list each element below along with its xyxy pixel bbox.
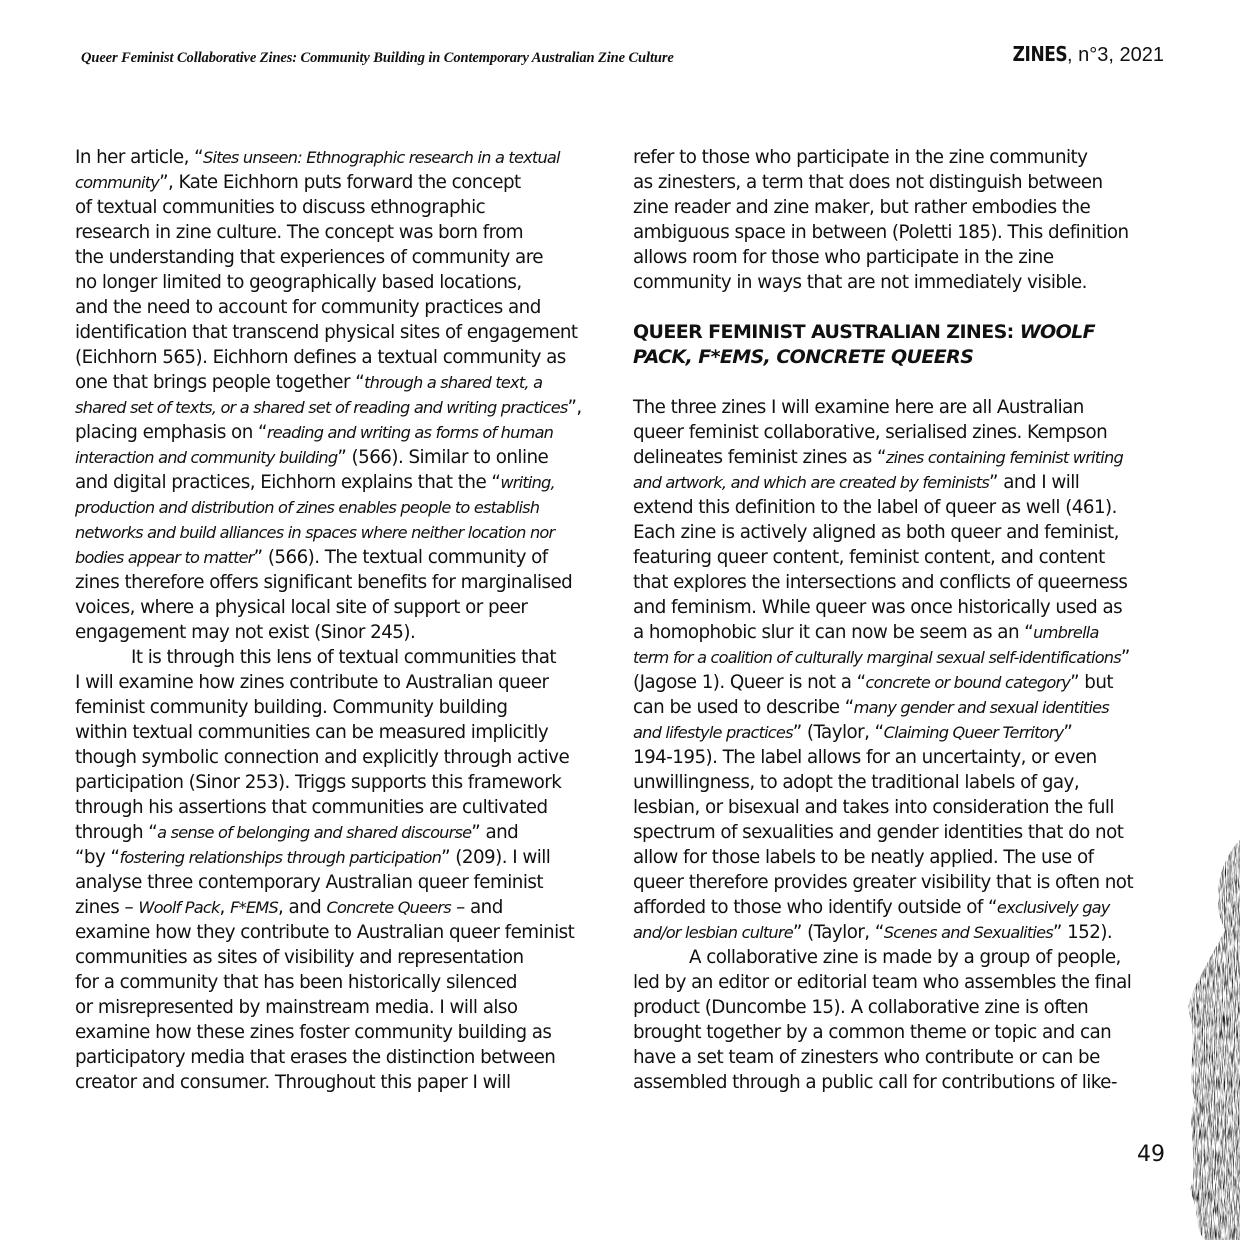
body-text: and feminism. While queer was once historically used as <box>633 597 1123 618</box>
text-line <box>633 620 1173 645</box>
quoted-italic-text: community <box>75 173 160 192</box>
quoted-italic-text: production and distribution of zines enables people to establish <box>75 498 540 517</box>
heading-text: QUEER FEMINIST AUSTRALIAN ZINES: <box>633 321 1020 343</box>
text-line <box>75 995 615 1020</box>
body-text: (Jagose 1). Queer is not a “ <box>633 672 866 693</box>
body-text: (Eichhorn 565). Eichhorn defines a textual community as <box>75 347 566 368</box>
body-text: ” (566). The textual community of <box>253 547 548 568</box>
body-text: ” <box>1063 722 1073 743</box>
quoted-italic-text: concrete or bound category <box>865 673 1071 692</box>
text-line <box>75 145 615 170</box>
body-text: research in zine culture. The concept was born from <box>75 222 524 243</box>
body-text: delineates feminist zines as “ <box>633 447 886 468</box>
body-text: ” <box>1120 647 1130 668</box>
body-text: zines therefore offers significant benefits for marginalised <box>75 572 573 593</box>
text-line <box>75 870 615 895</box>
section-heading <box>633 320 1173 370</box>
text-line <box>633 945 1173 970</box>
body-text: unwillingness, to adopt the traditional labels of gay, <box>633 772 1080 793</box>
body-text: participatory media that erases the distinction between <box>75 1047 556 1068</box>
text-line <box>633 245 1173 270</box>
body-text: the understanding that experiences of community are <box>75 247 543 268</box>
text-line <box>633 770 1173 795</box>
text-line <box>633 720 1173 745</box>
body-text: The three zines I will examine here are all Australian <box>633 397 1084 418</box>
quoted-italic-text: and lifestyle practices <box>633 723 793 742</box>
body-text: “by “ <box>75 847 120 868</box>
body-text: one that brings people together “ <box>75 372 365 393</box>
quoted-italic-text: and/or lesbian culture <box>633 923 793 942</box>
text-line <box>75 595 615 620</box>
body-text: brought together by a common theme or topic and can <box>633 1022 1112 1043</box>
text-line <box>75 1020 615 1045</box>
left-column <box>75 145 615 1095</box>
text-line <box>633 1070 1173 1095</box>
quoted-italic-text: many gender and sexual identities <box>853 698 1109 717</box>
body-text: can be used to describe “ <box>633 697 854 718</box>
quoted-italic-text: through a shared text, a <box>364 373 543 392</box>
body-text: and digital practices, Eichhorn explains that the “ <box>75 472 501 493</box>
text-line <box>75 720 615 745</box>
quoted-italic-text: bodies appear to matter <box>75 548 254 567</box>
body-text: , <box>219 897 231 918</box>
text-line <box>633 1045 1173 1070</box>
body-text: lesbian, or bisexual and takes into consideration the full <box>633 797 1114 818</box>
text-line <box>75 420 615 445</box>
text-line <box>75 470 615 495</box>
text-line <box>75 570 615 595</box>
text-line <box>75 795 615 820</box>
body-text: ” but <box>1070 672 1114 693</box>
body-text: assembled through a public call for contributions of like- <box>633 1072 1117 1093</box>
body-text: led by an editor or editorial team who assembles the final <box>633 972 1132 993</box>
body-text: 194-195). The label allows for an uncertainty, or even <box>633 747 1097 768</box>
text-line <box>75 895 615 920</box>
body-text: ambiguous space in between (Poletti 185). This definition <box>633 222 1129 243</box>
body-text: extend this definition to the label of queer as well (461). <box>633 497 1117 518</box>
body-text: It is through this lens of textual communities that <box>131 647 557 668</box>
body-text: through his assertions that communities are cultivated <box>75 797 548 818</box>
text-line <box>75 345 615 370</box>
text-line <box>75 320 615 345</box>
body-text: no longer limited to geographically based locations, <box>75 272 522 293</box>
body-text: creator and consumer. Throughout this paper I will <box>75 1072 511 1093</box>
body-text: of textual communities to discuss ethnographic <box>75 197 486 218</box>
journal-issue: , n°3, 2021 <box>1067 44 1164 66</box>
text-line <box>633 920 1173 945</box>
body-text: product (Duncombe 15). A collaborative zine is often <box>633 997 1089 1018</box>
body-text: as zinesters, a term that does not distinguish between <box>633 172 1103 193</box>
body-text: though symbolic connection and explicitly through active <box>75 747 570 768</box>
body-text: A collaborative zine is made by a group of people, <box>689 947 1121 968</box>
text-line <box>75 1070 615 1095</box>
text-line <box>633 395 1173 420</box>
heading-italic-text: WOOLF <box>1019 321 1096 343</box>
body-text: through “ <box>75 822 158 843</box>
quoted-italic-text: F*EMS <box>230 898 278 917</box>
ink-brush-texture <box>1180 840 1240 1240</box>
body-text: ” 152). <box>1052 922 1113 943</box>
body-text: for a community that has been historically silenced <box>75 972 517 993</box>
quoted-italic-text: Sites unseen: Ethnographic research in a textual <box>203 148 560 167</box>
body-text: engagement may not exist (Sinor 245). <box>75 622 416 643</box>
body-text: ” and I will <box>989 472 1080 493</box>
body-text: queer feminist collaborative, serialised zines. Kempson <box>633 422 1108 443</box>
text-line <box>633 1020 1173 1045</box>
text-line <box>633 270 1173 295</box>
body-text: within textual communities can be measured implicitly <box>75 722 549 743</box>
text-line <box>75 245 615 270</box>
text-line <box>633 495 1173 520</box>
text-line <box>75 1045 615 1070</box>
text-line <box>633 670 1173 695</box>
quoted-italic-text: reading and writing as forms of human <box>266 423 554 442</box>
body-text: community in ways that are not immediately visible. <box>633 272 1087 293</box>
text-line <box>75 295 615 320</box>
body-text: In her article, “ <box>75 147 204 168</box>
text-line <box>75 645 615 670</box>
body-text: voices, where a physical local site of support or peer <box>75 597 528 618</box>
body-text: zines – <box>75 897 139 918</box>
text-line <box>75 845 615 870</box>
heading-italic-text: PACK, F*EMS, CONCRETE QUEERS <box>633 346 974 368</box>
quoted-italic-text: umbrella <box>1033 623 1099 642</box>
text-line <box>633 470 1173 495</box>
text-line <box>633 795 1173 820</box>
body-text: ” and <box>471 822 519 843</box>
text-line <box>75 820 615 845</box>
text-line <box>633 420 1173 445</box>
body-text: queer therefore provides greater visibility that is often not <box>633 872 1134 893</box>
quoted-italic-text: fostering relationships through participation <box>119 848 442 867</box>
text-line <box>75 695 615 720</box>
quoted-italic-text: exclusively gay <box>996 898 1110 917</box>
text-line <box>633 595 1173 620</box>
quoted-italic-text: and artwork, and which are created by feminists <box>633 473 990 492</box>
text-line <box>633 970 1173 995</box>
text-line <box>75 170 615 195</box>
body-text: ”, <box>567 397 582 418</box>
journal-label <box>1003 42 1164 67</box>
body-text: a homophobic slur it can now be seem as an “ <box>633 622 1034 643</box>
text-line <box>633 220 1173 245</box>
body-text: – and <box>450 897 503 918</box>
text-line <box>633 545 1173 570</box>
intro-paragraph <box>633 145 1173 295</box>
text-line <box>633 170 1173 195</box>
quoted-italic-text: networks and build alliances in spaces where neither location nor <box>75 523 555 542</box>
quoted-italic-text: Woolf Pack <box>138 898 220 917</box>
body-text: and the need to account for community practices and <box>75 297 541 318</box>
text-line <box>633 195 1173 220</box>
journal-brand: ZINES <box>1012 42 1068 66</box>
text-line <box>75 670 615 695</box>
body-text: ” (566). Similar to online <box>337 447 549 468</box>
text-line <box>633 645 1173 670</box>
body-text: examine how they contribute to Australian queer feminist <box>75 922 575 943</box>
body-text: I will examine how zines contribute to Australian queer <box>75 672 549 693</box>
body-paragraphs <box>633 395 1173 1095</box>
text-line <box>75 620 615 645</box>
quoted-italic-text: writing, <box>500 473 555 492</box>
body-text: , and <box>277 897 327 918</box>
body-text: featuring queer content, feminist content, and content <box>633 547 1105 568</box>
quoted-italic-text: a sense of belonging and shared discourse <box>157 823 472 842</box>
quoted-italic-text: term for a coalition of culturally marginal sexual self-identifications <box>633 648 1121 667</box>
body-text: placing emphasis on “ <box>75 422 267 443</box>
quoted-italic-text: Claiming Queer Territory <box>883 723 1064 742</box>
body-text: analyse three contemporary Australian queer feminist <box>75 872 543 893</box>
text-line <box>633 145 1173 170</box>
text-line <box>633 745 1173 770</box>
text-line <box>75 770 615 795</box>
body-text: spectrum of sexualities and gender identities that do not <box>633 822 1124 843</box>
right-column <box>633 145 1173 1095</box>
running-title: Queer Feminist Collaborative Zines: Community Building in Contemporary Australian Zine Culture <box>81 50 674 66</box>
body-text: ”, Kate Eichhorn puts forward the concept <box>159 172 521 193</box>
page-number: 49 <box>1137 1142 1165 1167</box>
text-line <box>633 995 1173 1020</box>
body-text: refer to those who participate in the zine community <box>633 147 1088 168</box>
text-line <box>75 370 615 395</box>
text-line <box>75 220 615 245</box>
text-line <box>633 845 1173 870</box>
text-line <box>633 570 1173 595</box>
body-text: allow for those labels to be neatly applied. The use of <box>633 847 1094 868</box>
text-line <box>633 520 1173 545</box>
text-line <box>75 745 615 770</box>
text-line <box>633 445 1173 470</box>
text-line <box>75 395 615 420</box>
body-text: ” (Taylor, “ <box>792 922 884 943</box>
text-line <box>75 920 615 945</box>
text-line <box>633 820 1173 845</box>
body-text: afforded to those who identify outside of “ <box>633 897 997 918</box>
body-text: Each zine is actively aligned as both queer and feminist, <box>633 522 1119 543</box>
body-text: ” (209). I will <box>441 847 551 868</box>
text-line <box>633 870 1173 895</box>
quoted-italic-text: interaction and community building <box>75 448 338 467</box>
text-line <box>75 970 615 995</box>
body-text: ” (Taylor, “ <box>792 722 884 743</box>
body-text: or misrepresented by mainstream media. I will also <box>75 997 518 1018</box>
text-line <box>633 695 1173 720</box>
text-line <box>75 945 615 970</box>
body-text: that explores the intersections and conflicts of queerness <box>633 572 1128 593</box>
body-text: communities as sites of visibility and representation <box>75 947 524 968</box>
body-text: allows room for those who participate in the zine <box>633 247 1054 268</box>
body-text: feminist community building. Community building <box>75 697 508 718</box>
text-line <box>75 445 615 470</box>
quoted-italic-text: shared set of texts, or a shared set of reading and writing practices <box>75 398 568 417</box>
quoted-italic-text: Concrete Queers <box>326 898 451 917</box>
quoted-italic-text: zines containing feminist writing <box>885 448 1123 467</box>
body-text: participation (Sinor 253). Triggs supports this framework <box>75 772 562 793</box>
body-text: zine reader and zine maker, but rather embodies the <box>633 197 1091 218</box>
body-text: identification that transcend physical sites of engagement <box>75 322 578 343</box>
quoted-italic-text: Scenes and Sexualities <box>883 923 1053 942</box>
text-line <box>75 520 615 545</box>
text-line <box>75 495 615 520</box>
body-text: have a set team of zinesters who contribute or can be <box>633 1047 1100 1068</box>
text-line <box>75 270 615 295</box>
text-line <box>633 895 1173 920</box>
body-text: examine how these zines foster community building as <box>75 1022 552 1043</box>
text-line <box>75 195 615 220</box>
text-line <box>75 545 615 570</box>
